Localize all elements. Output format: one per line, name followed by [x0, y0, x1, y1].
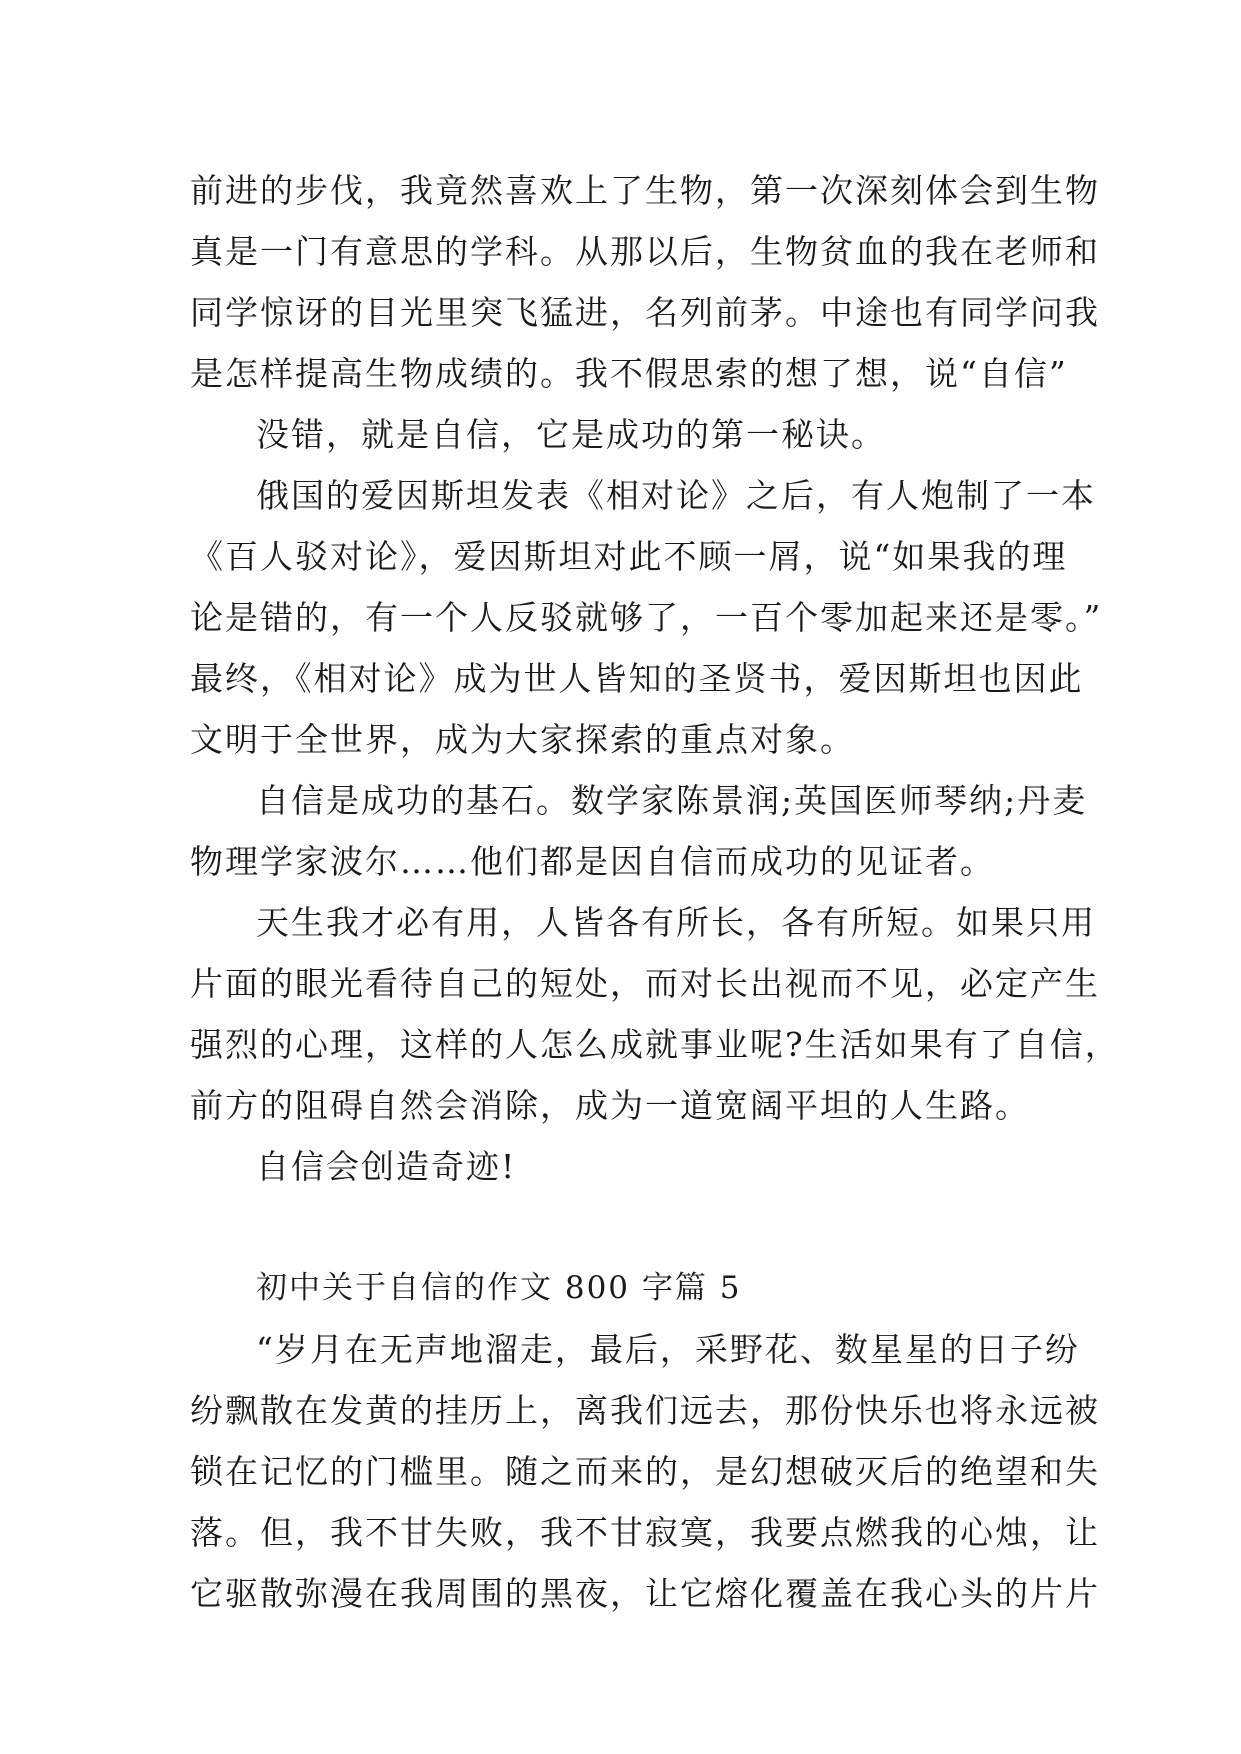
text-line: 纷飘散在发黄的挂历上，离我们远去，那份快乐也将永远被	[190, 1391, 1100, 1430]
text-line: 它驱散弥漫在我周围的黑夜，让它熔化覆盖在我心头的片片	[190, 1574, 1100, 1613]
text-line: 天生我才必有用，人皆各有所长，各有所短。如果只用	[256, 903, 1096, 942]
text-line: 锁在记忆的门槛里。随之而来的，是幻想破灭后的绝望和失	[190, 1452, 1100, 1491]
text-line: 片面的眼光看待自己的短处，而对长出视而不见，必定产生	[190, 964, 1100, 1003]
text-line: 强烈的心理，这样的人怎么成就事业呢?生活如果有了自信，	[190, 1025, 1120, 1064]
text-line: 真是一门有意思的学科。从那以后，生物贫血的我在老师和	[190, 232, 1100, 271]
text-line: 是怎样提高生物成绩的。我不假思索的想了想，说“自信”	[190, 354, 1068, 393]
text-line: 同学惊讶的目光里突飞猛进，名列前茅。中途也有同学问我	[190, 293, 1100, 332]
text-line: 落。但，我不甘失败，我不甘寂寞，我要点燃我的心烛，让	[190, 1513, 1100, 1552]
text-line: 文明于全世界，成为大家探索的重点对象。	[190, 720, 855, 759]
text-line: 自信是成功的基石。数学家陈景润;英国医师琴纳;丹麦	[256, 781, 1088, 820]
text-line: 没错，就是自信，它是成功的第一秘诀。	[256, 415, 886, 454]
document-body	[190, 160, 1120, 1624]
text-line: 最终，《相对论》成为世人皆知的圣贤书，爱因斯坦也因此	[190, 659, 1084, 698]
text-line: 俄国的爱因斯坦发表《相对论》之后，有人炮制了一本	[256, 476, 1096, 515]
text-line: 论是错的，有一个人反驳就够了，一百个零加起来还是零。”	[190, 598, 1103, 637]
section-heading: 初中关于自信的作文 800 字篇 5	[256, 1270, 742, 1306]
text-line: “岁月在无声地溜走，最后，采野花、数星星的日子纷	[256, 1330, 1080, 1369]
text-line: 前进的步伐，我竟然喜欢上了生物，第一次深刻体会到生物	[190, 171, 1100, 210]
text-line: 《百人驳对论》，爱因斯坦对此不顾一屑，说“如果我的理	[190, 537, 1068, 576]
text-line: 物理学家波尔……他们都是因自信而成功的见证者。	[190, 842, 995, 881]
text-line: 前方的阻碍自然会消除，成为一道宽阔平坦的人生路。	[190, 1086, 1030, 1125]
paragraph-spacer	[190, 1197, 1060, 1258]
text-line: 自信会创造奇迹!	[256, 1147, 517, 1186]
